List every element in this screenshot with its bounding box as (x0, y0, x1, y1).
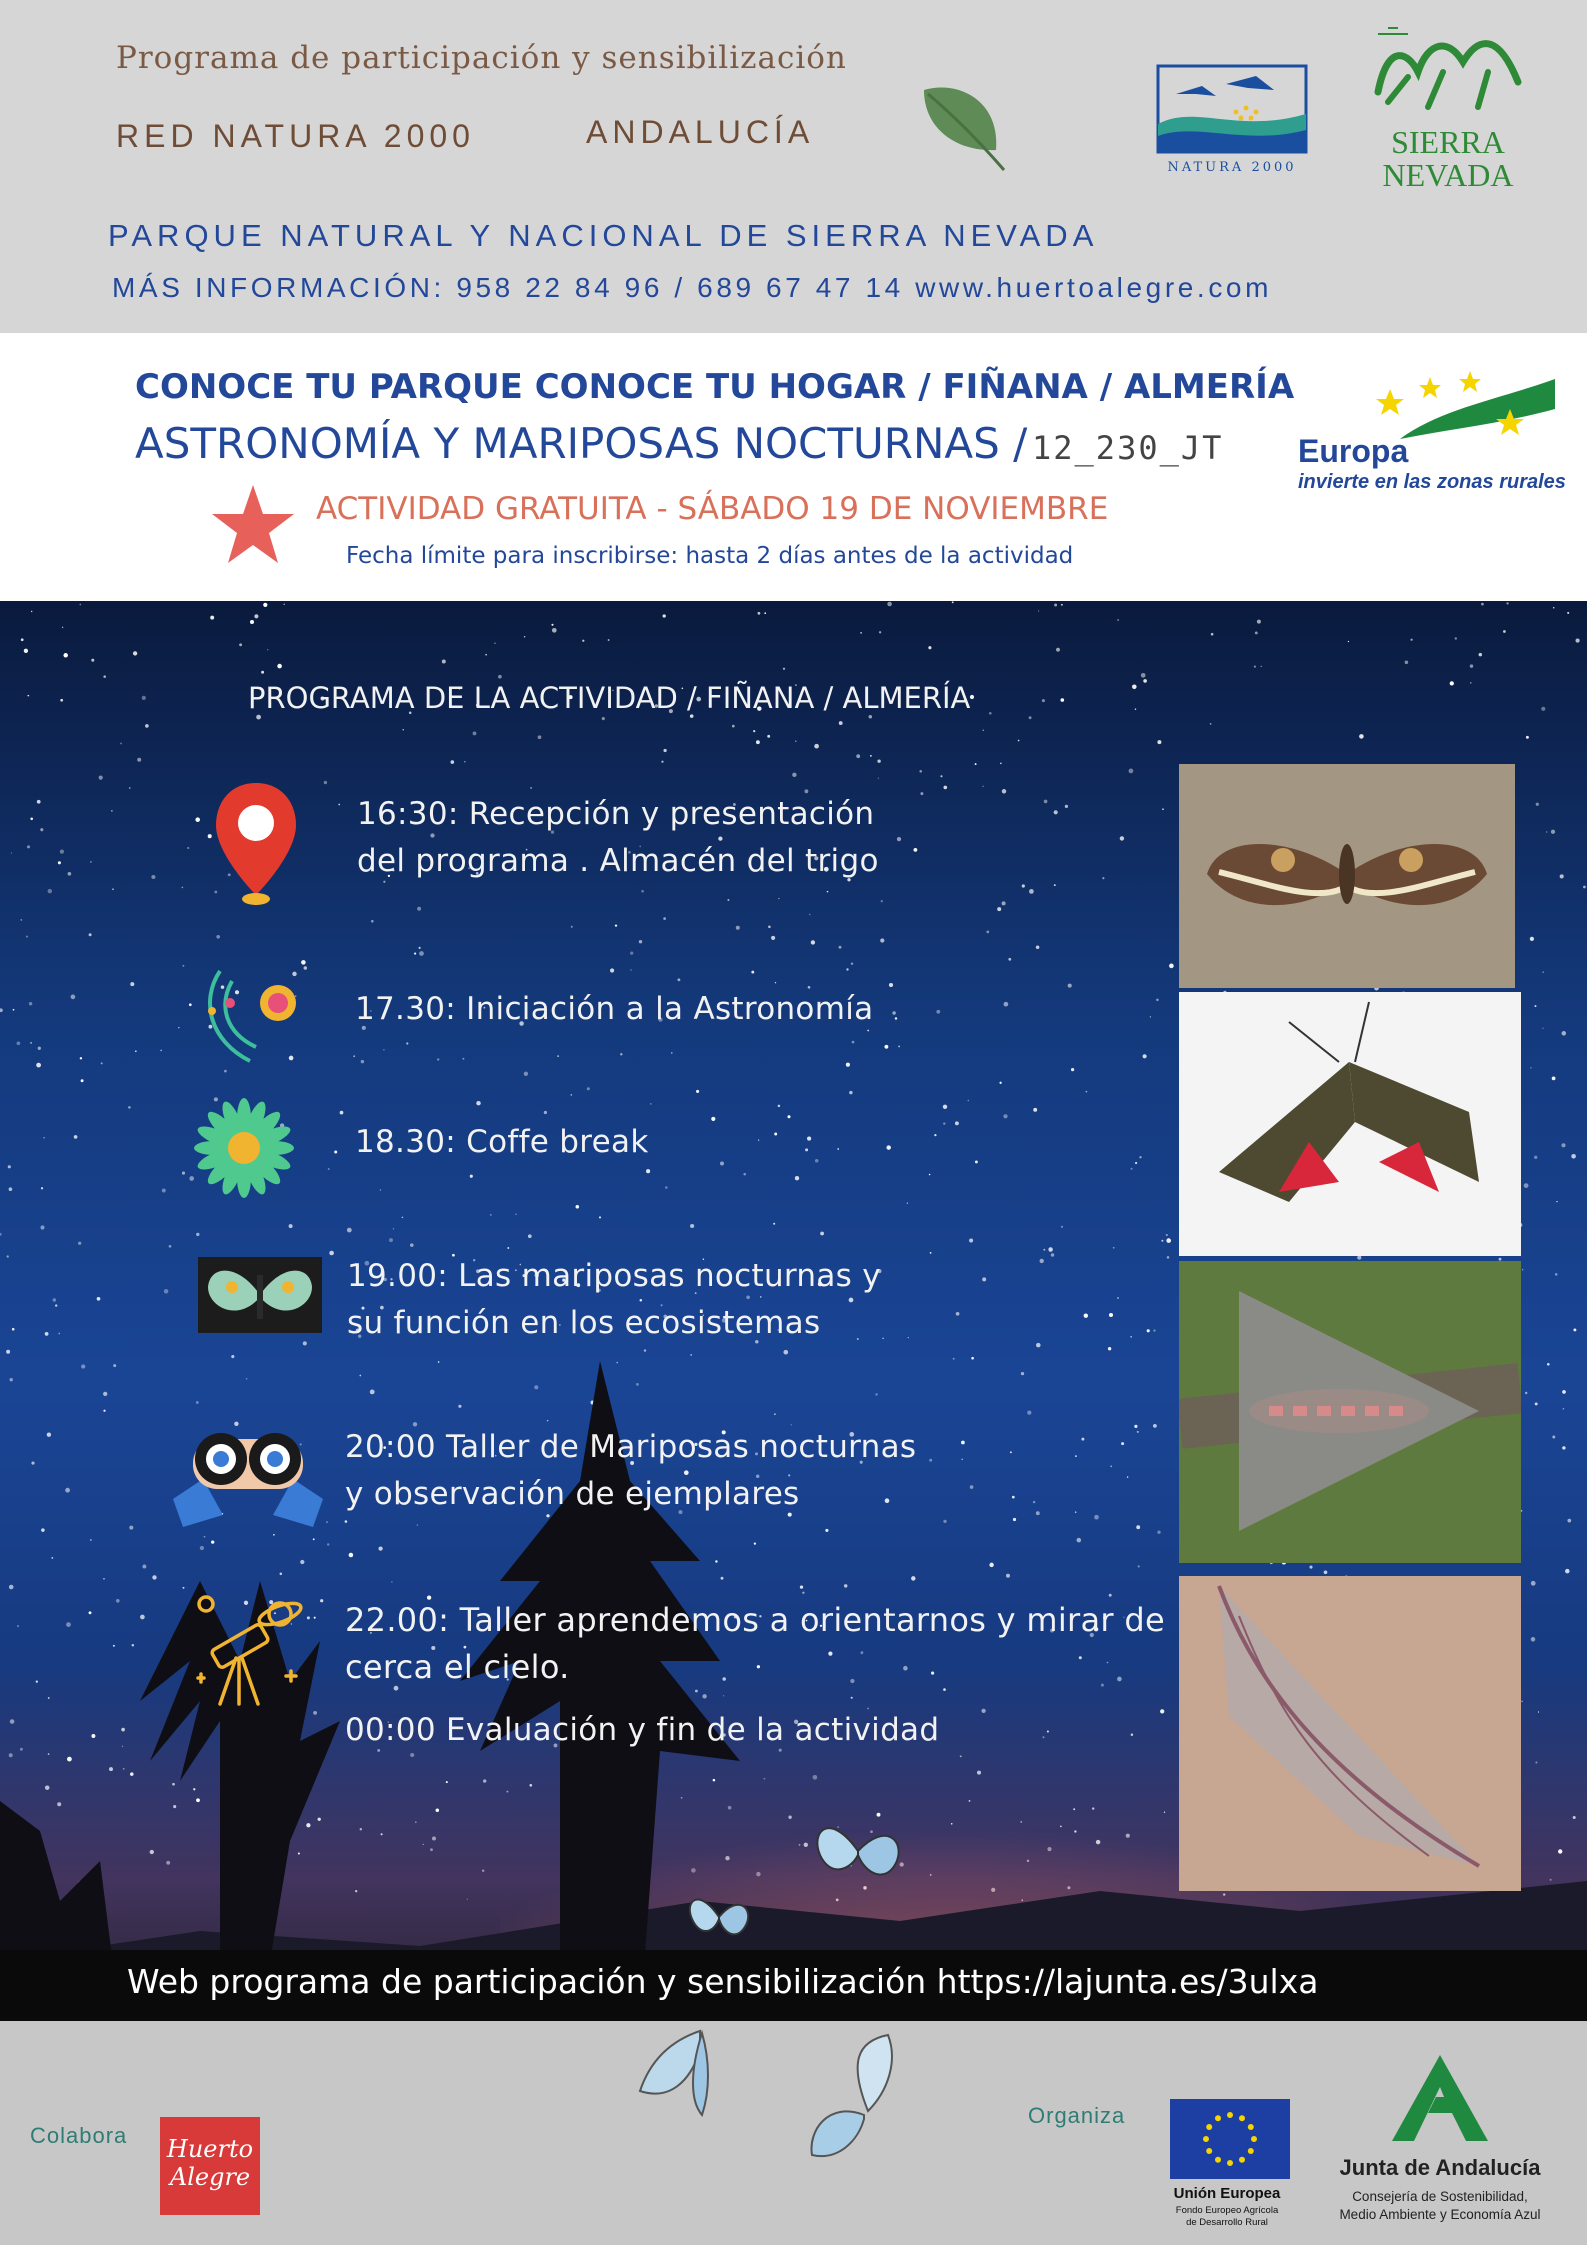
telescope-icon (190, 1586, 310, 1712)
sierra-logo-line2: NEVADA (1382, 157, 1514, 193)
program-item-3 (355, 1119, 649, 1166)
program-item-5-line2: y observación de ejemplares (345, 1476, 800, 1512)
program-item-2-line1: 17.30: Iniciación a la Astronomía (355, 991, 874, 1027)
region-label: ANDALUCÍA (586, 114, 815, 150)
program-item-1-line2: del programa . Almacén del trigo (357, 843, 879, 879)
program-item-4-line2: su función en los ecosistemas (347, 1305, 821, 1341)
europa-title: Europa (1298, 433, 1409, 469)
flower-icon (192, 1096, 296, 1200)
solar-system-icon (190, 951, 310, 1071)
program-item-4-line1: 19.00: Las mariposas nocturnas y (347, 1258, 881, 1294)
program-closing: 00:00 Evaluación y fin de la actividad (345, 1712, 940, 1748)
leaf-icon (918, 80, 1008, 172)
ue-sub1: Fondo Europeo Agrícola (1175, 2205, 1279, 2216)
program-item-4 (347, 1253, 881, 1347)
natura-logo-text: NATURA 2000 (1167, 160, 1297, 175)
butterfly-icon (810, 1811, 906, 1891)
natura-2000-logo (1156, 64, 1308, 174)
program-heading: PROGRAMA DE LA ACTIVIDAD / FIÑANA / ALMERÍA (248, 681, 971, 715)
program-item-6-line2: cerca el cielo. (345, 1648, 570, 1686)
program-item-6 (345, 1597, 1165, 1691)
program-item-1 (357, 791, 879, 885)
program-title: Programa de participación y sensibilización (116, 40, 847, 76)
footer (0, 2021, 1587, 2245)
butterfly-icon-2 (684, 1887, 754, 1945)
sierra-logo-line1: SIERRA (1391, 124, 1505, 160)
free-activity: ACTIVIDAD GRATUITA - SÁBADO 19 DE NOVIEMBRE (316, 491, 1109, 527)
program-item-1-line1: 16:30: Recepción y presentación (357, 796, 875, 832)
colabora-label: Colabora (30, 2123, 128, 2148)
web-link[interactable]: Web programa de participación y sensibilización https://lajunta.es/3ulxa (127, 1962, 1319, 2001)
butterfly-icon-4 (798, 2031, 928, 2181)
program-item-5-line1: 20:00 Taller de Mariposas nocturnas (345, 1429, 917, 1465)
location-pin-icon (210, 779, 302, 911)
europa-rural-logo (1290, 369, 1566, 499)
activity-band (0, 333, 1587, 601)
binoculars-icon (163, 1419, 333, 1529)
deadline: Fecha límite para inscribirse: hasta 2 días antes de la actividad (346, 543, 1074, 569)
night-sky-section (0, 601, 1587, 2021)
sierra-nevada-logo (1368, 22, 1528, 202)
organiza-label: Organiza (1028, 2103, 1126, 2128)
ue-sub2: de Desarrollo Rural (1186, 2217, 1268, 2228)
junta-sub2: Medio Ambiente y Economía Azul (1339, 2207, 1541, 2222)
star-icon (210, 483, 296, 567)
ue-title: Unión Europea (1173, 2185, 1281, 2202)
junta-sub1: Consejería de Sostenibilidad, (1352, 2189, 1528, 2204)
junta-andalucia-logo (1320, 2055, 1560, 2245)
eu-flag-icon (1170, 2099, 1290, 2179)
moth-icon (198, 1257, 322, 1333)
butterfly-icon-3 (630, 2021, 740, 2121)
red-natura-label: RED NATURA 2000 (116, 118, 475, 154)
eu-logo (1160, 2099, 1294, 2245)
activity-title: ASTRONOMÍA Y MARIPOSAS NOCTURNAS / (135, 419, 1028, 468)
moth-photo-4 (1179, 1576, 1521, 1891)
activity-code: 12_230_JT (1032, 429, 1224, 467)
huerto-line2: Alegre (169, 2163, 251, 2191)
junta-a-icon (1390, 2055, 1490, 2141)
program-item-3-line1: 18.30: Coffe break (355, 1124, 649, 1160)
huerto-alegre-logo (160, 2117, 260, 2215)
more-info: MÁS INFORMACIÓN: 958 22 84 96 / 689 67 47 14 www.huertoalegre.com (112, 272, 1273, 303)
headline: CONOCE TU PARQUE CONOCE TU HOGAR / FIÑANA / ALMERÍA (135, 367, 1295, 407)
junta-title: Junta de Andalucía (1339, 2155, 1541, 2180)
program-item-5 (345, 1424, 916, 1518)
park-name: PARQUE NATURAL Y NACIONAL DE SIERRA NEVADA (108, 218, 1099, 253)
program-item-2 (355, 986, 873, 1033)
web-bar (0, 1950, 1587, 2021)
header (0, 0, 1587, 333)
program-item-6-line1: 22.00: Taller aprendemos a orientarnos y mirar de (345, 1601, 1165, 1639)
moth-photo-1 (1179, 764, 1515, 988)
moth-photo-3 (1179, 1261, 1521, 1563)
europa-sub: invierte en las zonas rurales (1298, 471, 1566, 493)
moth-photo-2 (1179, 992, 1521, 1256)
mountain-icon (1368, 22, 1528, 122)
huerto-line1: Huerto (166, 2135, 254, 2163)
